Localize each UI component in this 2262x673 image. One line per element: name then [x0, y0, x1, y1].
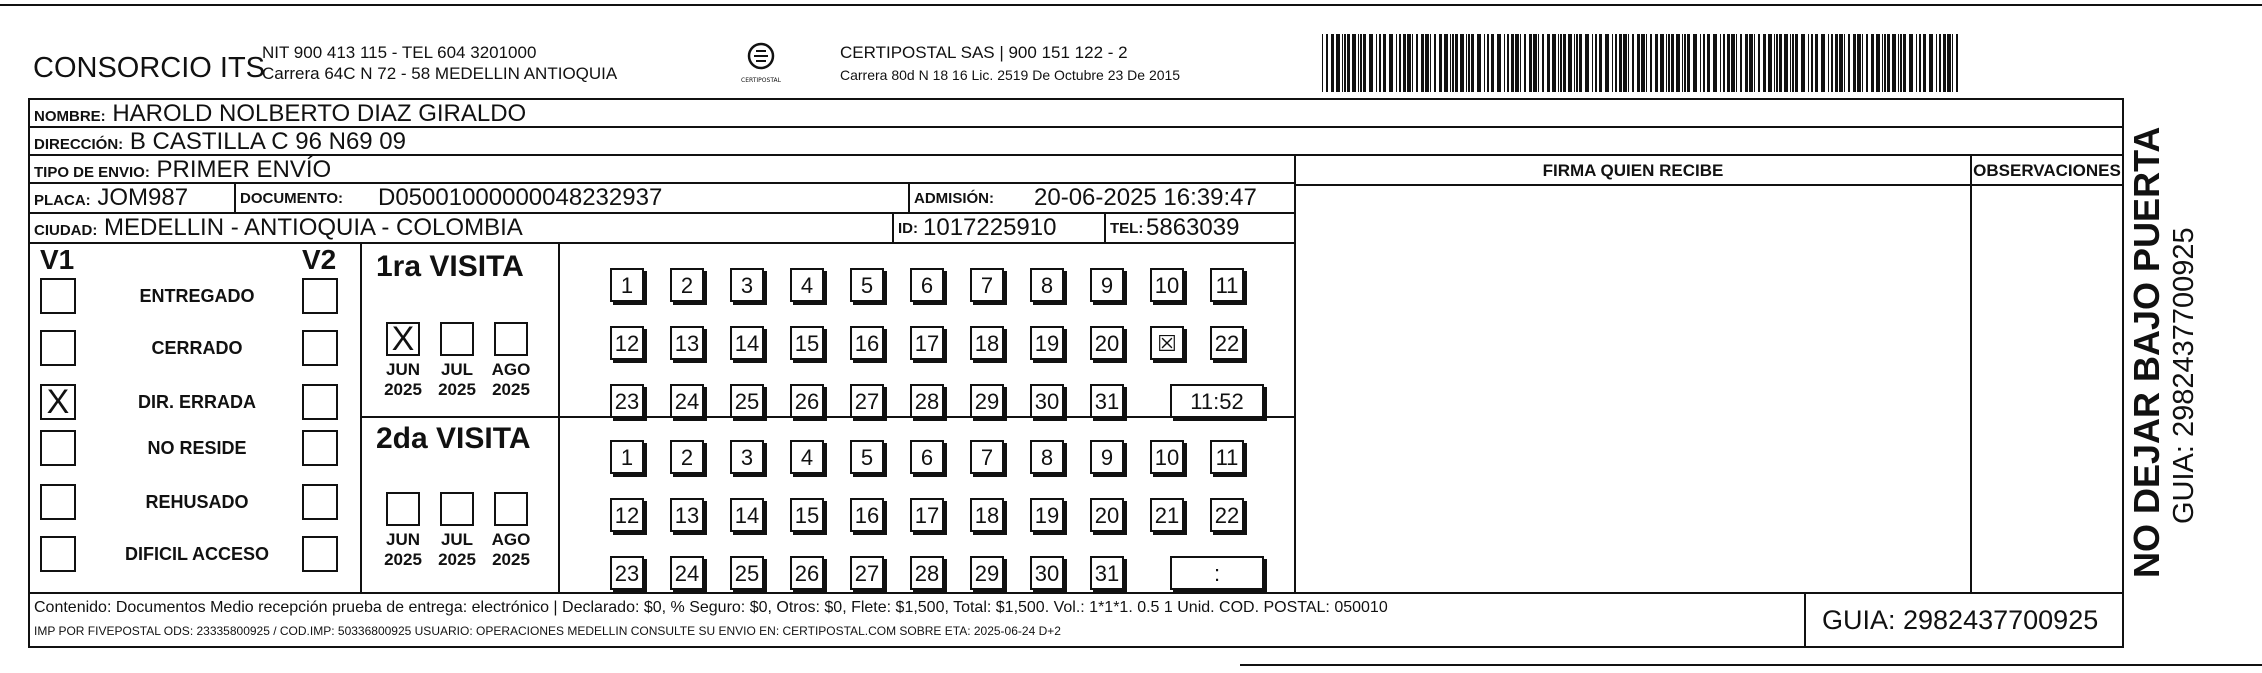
month-checkbox[interactable]: [386, 492, 420, 526]
day-box[interactable]: 17: [910, 498, 944, 532]
status-label: DIFICIL ACCESO: [124, 544, 269, 564]
day-box[interactable]: 30: [1030, 556, 1064, 590]
documento-label: DOCUMENTO:: [240, 190, 344, 207]
day-box[interactable]: 27: [850, 384, 884, 418]
day-box[interactable]: 22: [1210, 326, 1244, 360]
v2-header: V2: [302, 244, 337, 275]
month-label: JUN: [385, 530, 420, 549]
day-box[interactable]: 28: [910, 556, 944, 590]
side-guia: GUIA: 2982437700925: [2168, 227, 2200, 524]
day-box[interactable]: 14: [730, 498, 764, 532]
status-v1-checkbox[interactable]: [40, 430, 76, 466]
footer-rule: [30, 592, 2122, 594]
direccion-row: [30, 128, 2122, 156]
day-box[interactable]: 8: [1030, 268, 1064, 302]
status-label: NO RESIDE: [147, 438, 247, 458]
day-box[interactable]: 12: [610, 326, 644, 360]
year-label: 2025: [384, 380, 422, 399]
status-v1-checkbox[interactable]: [40, 484, 76, 520]
status-v1-checkbox[interactable]: [40, 278, 76, 314]
footer-divider: [1804, 592, 1806, 646]
day-box[interactable]: 26: [790, 556, 824, 590]
status-v1-checkbox[interactable]: [40, 330, 76, 366]
day-box[interactable]: 15: [790, 326, 824, 360]
barcode: [1322, 34, 1962, 92]
day-box[interactable]: 23: [610, 556, 644, 590]
day-box[interactable]: 31: [1090, 556, 1124, 590]
day-box[interactable]: 5: [850, 268, 884, 302]
direccion-value: B CASTILLA C 96 N69 09: [129, 128, 406, 155]
day-box[interactable]: 27: [850, 556, 884, 590]
status-v2-checkbox[interactable]: [302, 278, 338, 314]
placa-value: JOM987: [97, 184, 189, 211]
day-box[interactable]: 18: [970, 498, 1004, 532]
nombre-row: [30, 100, 2122, 128]
bottom-rule: [1240, 664, 2262, 666]
id-value: 1017225910: [923, 214, 1057, 241]
day-box[interactable]: 20: [1090, 326, 1124, 360]
day-box[interactable]: 3: [730, 440, 764, 474]
tipo-envio-row: [30, 156, 1294, 184]
day-box[interactable]: 25: [730, 556, 764, 590]
year-label: 2025: [438, 380, 476, 399]
nombre-label: NOMBRE:: [34, 108, 106, 125]
tel-label: TEL:: [1110, 220, 1144, 237]
status-label: DIR. ERRADA: [137, 392, 256, 412]
day-box[interactable]: 14: [730, 326, 764, 360]
year-label: 2025: [492, 550, 530, 569]
tipo-envio-value: PRIMER ENVÍO: [156, 156, 332, 183]
month-checkbox[interactable]: X: [386, 322, 420, 356]
day-box[interactable]: 31: [1090, 384, 1124, 418]
ciudad-value: MEDELLIN - ANTIOQUIA - COLOMBIA: [104, 214, 523, 241]
day-box[interactable]: 24: [670, 384, 704, 418]
day-box[interactable]: 26: [790, 384, 824, 418]
day-box[interactable]: 1: [610, 440, 644, 474]
footer-print-info: IMP POR FIVEPOSTAL ODS: 23335800925 / COD.IMP: 50336800925 USUARIO: OPERACIONES MEDELLIN CONSULTE SU ENVIO EN: CERTIPOSTAL.COM SOBRE ETA: 2025-06-24 D+2: [34, 624, 1061, 638]
observaciones-header: OBSERVACIONES: [1973, 161, 2121, 180]
ciudad-label: CIUDAD:: [34, 222, 98, 239]
day-box[interactable]: 13: [670, 326, 704, 360]
day-box[interactable]: 23: [610, 384, 644, 418]
id-label: ID:: [898, 220, 918, 237]
day-box[interactable]: 21: [1150, 498, 1184, 532]
visit2-title: 2da VISITA: [376, 422, 531, 455]
month-checkbox[interactable]: [440, 492, 474, 526]
divider: [892, 214, 894, 244]
company-nit: NIT 900 413 115 - TEL 604 3201000: [262, 43, 537, 62]
day-box[interactable]: 12: [610, 498, 644, 532]
tel-value: 5863039: [1146, 214, 1240, 241]
month-checkbox[interactable]: [494, 492, 528, 526]
day-box[interactable]: 28: [910, 384, 944, 418]
day-box[interactable]: 8: [1030, 440, 1064, 474]
day-box[interactable]: 16: [850, 326, 884, 360]
no-dejar-warning: NO DEJAR BAJO PUERTA: [2126, 126, 2167, 578]
company-name: CONSORCIO ITS: [33, 52, 266, 84]
day-box[interactable]: 22: [1210, 498, 1244, 532]
day-box[interactable]: 25: [730, 384, 764, 418]
day-box[interactable]: ☒: [1150, 326, 1184, 360]
day-box[interactable]: 7: [970, 440, 1004, 474]
day-box[interactable]: 10: [1150, 440, 1184, 474]
day-box[interactable]: 6: [910, 268, 944, 302]
carrier-name: CERTIPOSTAL SAS | 900 151 122 - 2: [840, 43, 1128, 62]
status-v2-checkbox[interactable]: [302, 330, 338, 366]
day-box[interactable]: 13: [670, 498, 704, 532]
status-v1-checkbox[interactable]: [40, 536, 76, 572]
day-box[interactable]: 17: [910, 326, 944, 360]
divider: [908, 184, 910, 214]
day-box[interactable]: 20: [1090, 498, 1124, 532]
admision-label: ADMISIÓN:: [914, 190, 994, 207]
certipostal-logo: [738, 38, 784, 88]
day-box[interactable]: 4: [790, 268, 824, 302]
day-box[interactable]: 19: [1030, 498, 1064, 532]
placa-label: PLACA:: [34, 192, 91, 209]
day-box[interactable]: 29: [970, 384, 1004, 418]
nombre-value: HAROLD NOLBERTO DIAZ GIRALDO: [112, 100, 527, 127]
status-label: CERRADO: [151, 338, 243, 358]
day-box[interactable]: 24: [670, 556, 704, 590]
direccion-label: DIRECCIÓN:: [34, 136, 124, 153]
svg-text:CERTIPOSTAL: CERTIPOSTAL: [741, 77, 781, 84]
status-v1-checkbox[interactable]: X: [40, 384, 76, 420]
day-box[interactable]: 3: [730, 268, 764, 302]
tipo-envio-label: TIPO DE ENVIO:: [34, 164, 150, 181]
year-label: 2025: [438, 550, 476, 569]
day-box[interactable]: 4: [790, 440, 824, 474]
company-address: Carrera 64C N 72 - 58 MEDELLIN ANTIOQUIA: [262, 64, 618, 83]
status-label: REHUSADO: [145, 492, 249, 512]
day-box[interactable]: 15: [790, 498, 824, 532]
month-label: AGO: [491, 530, 531, 549]
day-box[interactable]: 9: [1090, 440, 1124, 474]
carrier-address: Carrera 80d N 18 16 Lic. 2519 De Octubre 23 De 2015: [840, 67, 1181, 83]
status-v2-checkbox[interactable]: [302, 536, 338, 572]
status-v2-checkbox[interactable]: [302, 384, 338, 420]
day-box[interactable]: 18: [970, 326, 1004, 360]
month-label: JUL: [440, 360, 474, 379]
day-box[interactable]: 5: [850, 440, 884, 474]
ciudad-row: [30, 214, 1294, 244]
firma-header: FIRMA QUIEN RECIBE: [1542, 161, 1724, 180]
day-box[interactable]: 2: [670, 440, 704, 474]
top-rule: [0, 4, 2262, 6]
placa-row: [30, 184, 1294, 214]
obs-col-divider: [1970, 156, 1972, 592]
time-box[interactable]: :: [1170, 556, 1264, 590]
month-checkbox[interactable]: [494, 322, 528, 356]
day-box[interactable]: 9: [1090, 268, 1124, 302]
firma-col-divider: [1294, 156, 1296, 592]
month-checkbox[interactable]: [440, 322, 474, 356]
month-label: AGO: [491, 360, 531, 379]
day-box[interactable]: 10: [1150, 268, 1184, 302]
visit-divider: [360, 416, 1294, 418]
day-box[interactable]: 30: [1030, 384, 1064, 418]
v1-header: V1: [40, 244, 75, 275]
months-divider: [558, 244, 560, 592]
day-box[interactable]: 16: [850, 498, 884, 532]
day-box[interactable]: 11: [1210, 440, 1244, 474]
year-label: 2025: [384, 550, 422, 569]
time-box[interactable]: 11:52: [1170, 384, 1264, 418]
day-box[interactable]: 11: [1210, 268, 1244, 302]
footer-content: Contenido: Documentos Medio recepción prueba de entrega: electrónico | Declarado: $0, % Seguro: $0, Otros: $0, Flete: $1,500, Total: $1,500. Vol.: 1*1*1. 0.5 1 Unid. COD. POSTAL: 050010: [34, 599, 1388, 616]
firma-header-rule: [1294, 184, 2122, 186]
visit1-title: 1ra VISITA: [376, 250, 524, 283]
day-box[interactable]: 29: [970, 556, 1004, 590]
status-v2-checkbox[interactable]: [302, 484, 338, 520]
day-box[interactable]: 7: [970, 268, 1004, 302]
footer-guia: GUIA: 2982437700925: [1822, 605, 2099, 635]
shipping-form: [28, 98, 2124, 648]
day-box[interactable]: 1: [610, 268, 644, 302]
divider: [1104, 214, 1106, 244]
day-box[interactable]: 19: [1030, 326, 1064, 360]
month-label: JUN: [385, 360, 420, 379]
month-label: JUL: [440, 530, 474, 549]
day-box[interactable]: 2: [670, 268, 704, 302]
day-box[interactable]: 6: [910, 440, 944, 474]
status-label: ENTREGADO: [139, 286, 255, 306]
status-v2-checkbox[interactable]: [302, 430, 338, 466]
status-divider: [360, 244, 362, 592]
documento-value: D05001000000048232937: [378, 184, 663, 211]
year-label: 2025: [492, 380, 530, 399]
status-block: [30, 244, 360, 592]
divider: [234, 184, 236, 214]
admision-value: 20-06-2025 16:39:47: [1034, 184, 1257, 211]
